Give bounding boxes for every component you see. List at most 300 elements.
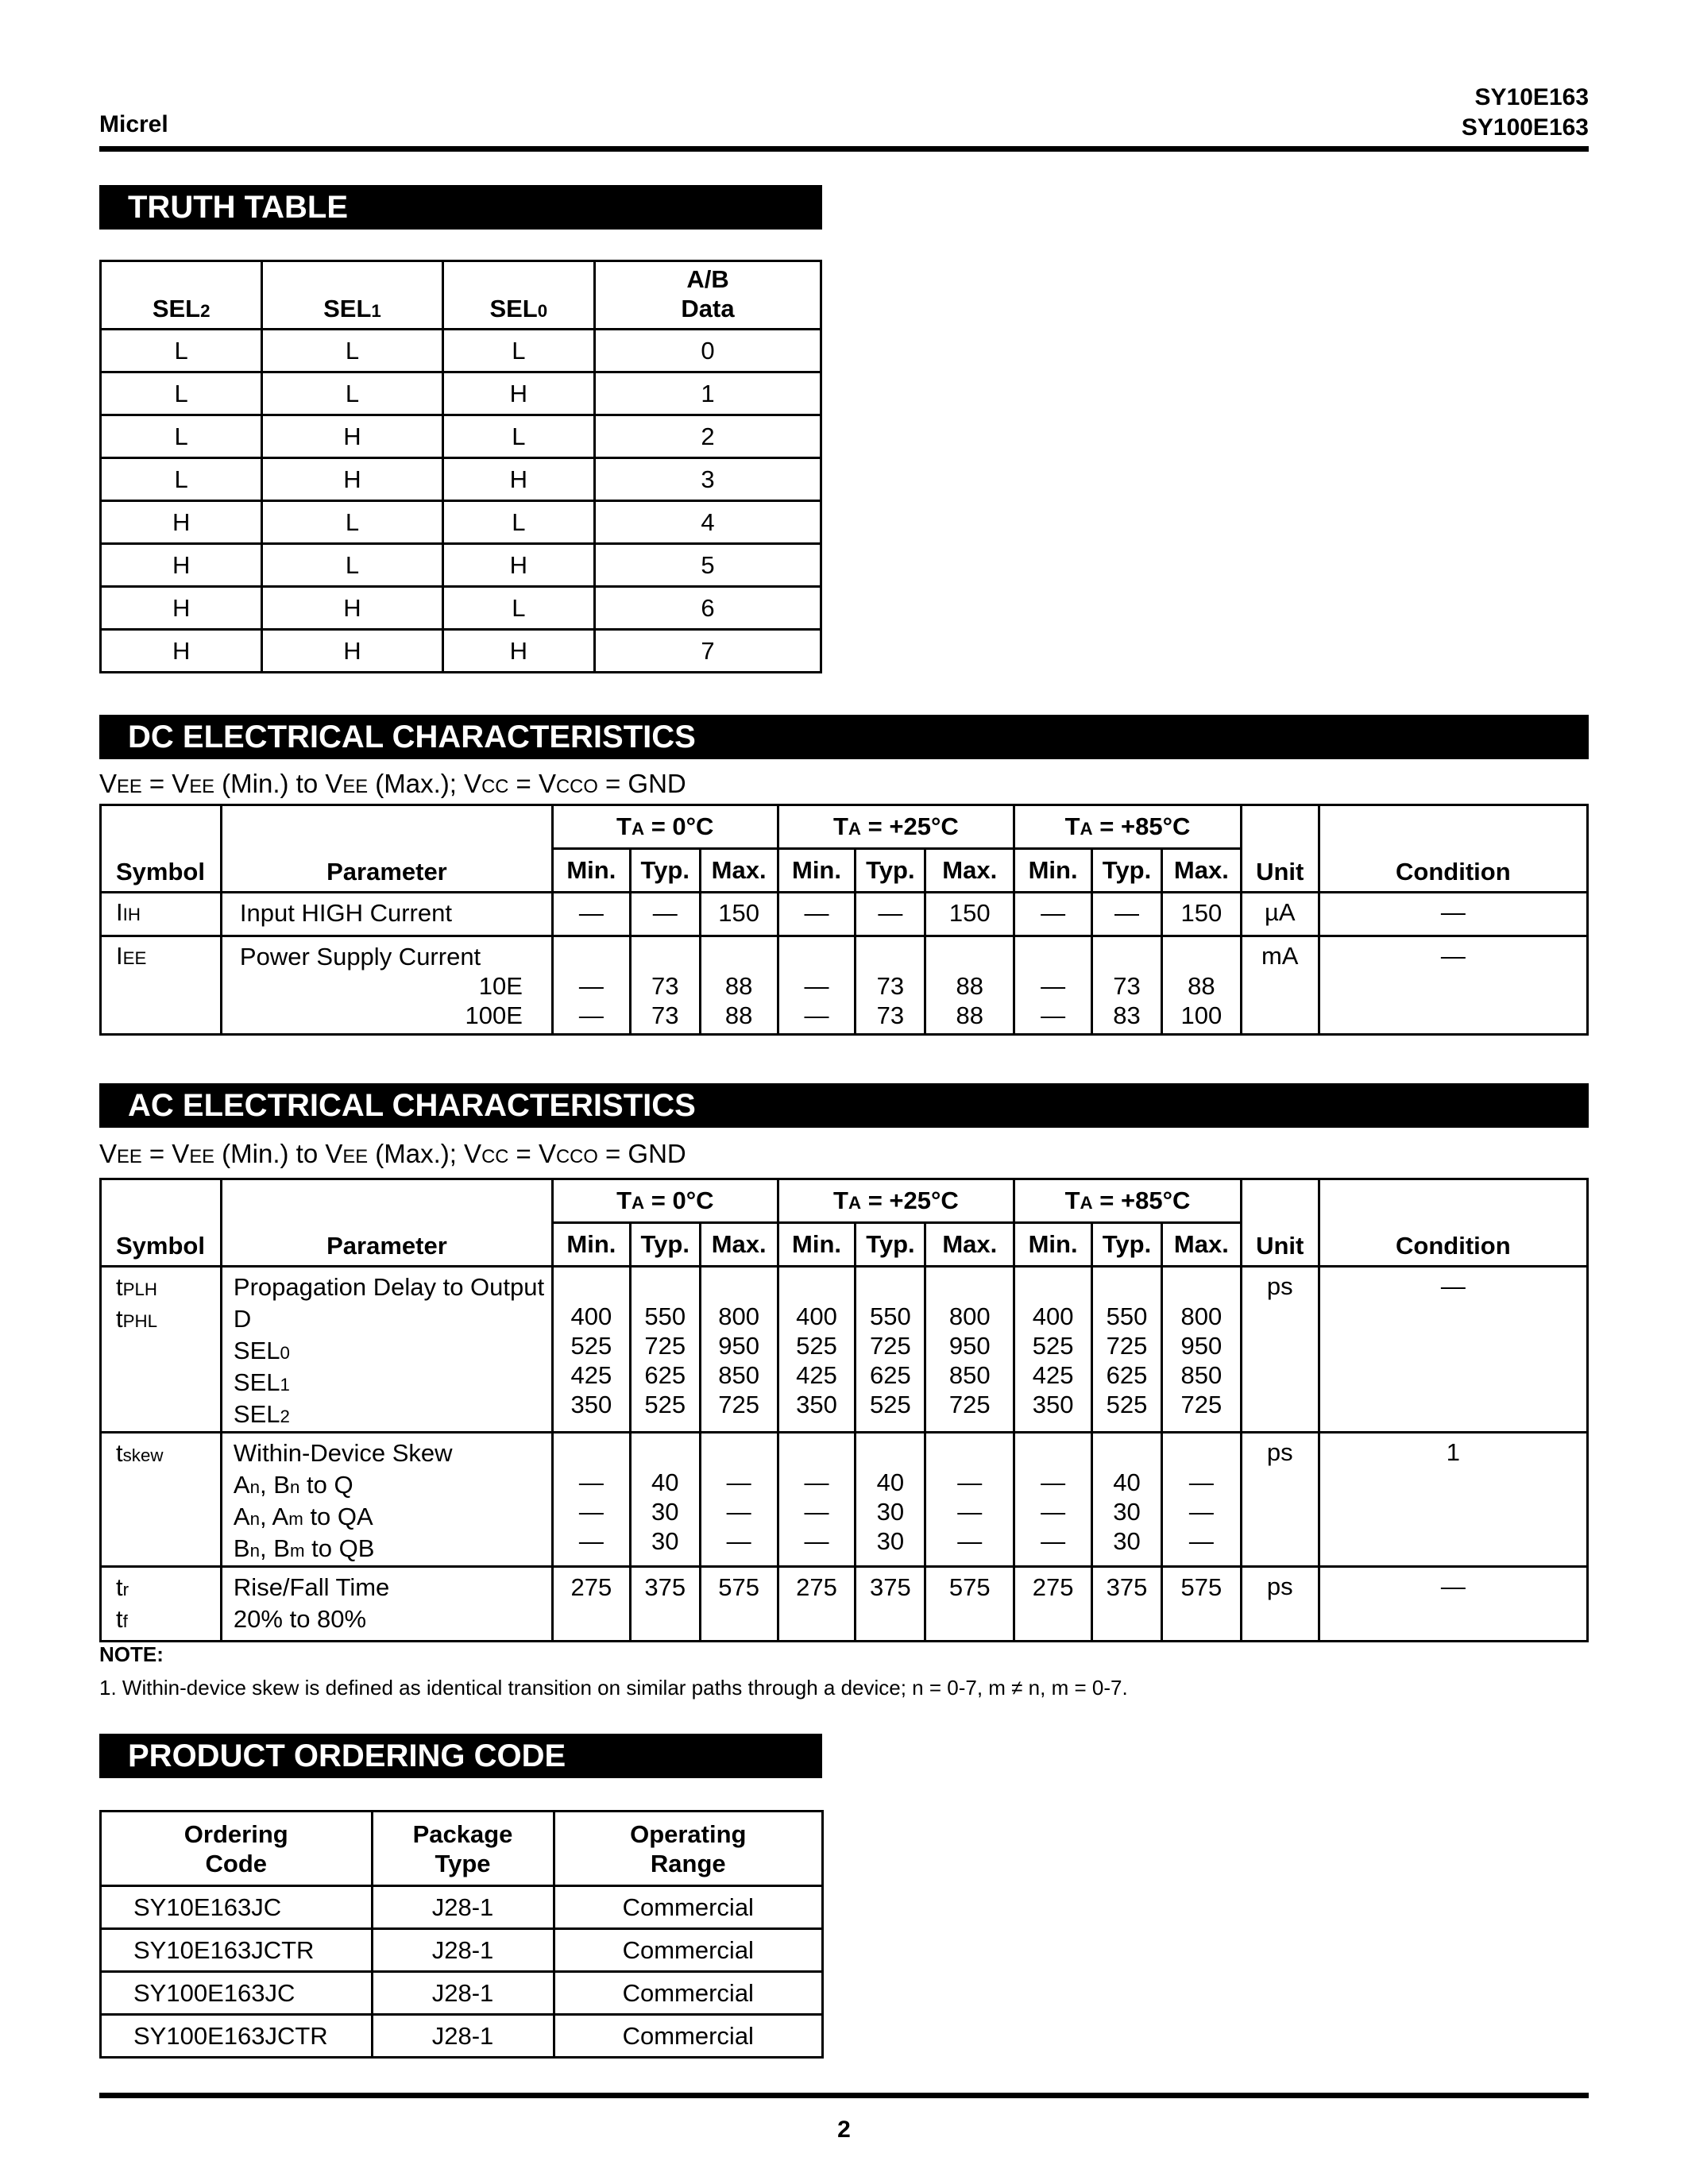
subscript: A [848,1193,862,1213]
value-line: — [1188,1468,1214,1496]
text: t [116,1305,123,1333]
truth-cell: L [442,501,594,544]
symbol-line [116,1438,220,1470]
text: = GND [597,769,686,798]
truth-row [101,587,821,630]
th-min: Min. [1014,1223,1092,1267]
value-line: 400 [796,1302,837,1330]
text: B [233,1534,250,1562]
text: , B [260,1534,290,1562]
text: Propagation Delay to Output [233,1273,545,1301]
value-line [779,1438,855,1468]
ac-value [778,1267,856,1433]
subscript: EE [117,1146,142,1167]
value-line: — [804,972,829,1000]
th-symbol: Symbol [101,1179,222,1267]
value-line: 30 [651,1527,679,1555]
header-rule [99,146,1589,152]
subscript: A [631,819,645,839]
value-line: 725 [1180,1391,1223,1418]
ac-value [1014,1433,1092,1567]
value-line: 40 [876,1468,905,1496]
th-max: Max. [1161,1223,1241,1267]
ac-unit: ps [1241,1567,1319,1642]
value-line: — [578,1001,604,1029]
value-line: 350 [796,1391,837,1418]
subscript: EE [342,1146,369,1167]
ac-row [101,1267,1588,1433]
dc-value [700,893,778,936]
th-temp-1 [778,1179,1014,1223]
value-line: 525 [1032,1332,1074,1360]
th-sel2: SEL2 [101,261,262,330]
text: D [233,1305,252,1333]
value-line: — [1041,1498,1066,1526]
dc-symbol [101,936,222,1035]
ac-value [552,1267,630,1433]
param-line [234,1572,551,1604]
th-ab-data: A/B Data [595,261,821,330]
package-type-cell: J28-1 [372,2015,554,2058]
th-max: Max. [925,849,1014,893]
text: T [833,1187,848,1214]
ac-value [700,1267,778,1433]
th-parameter: Parameter [221,805,552,893]
truth-cell: 3 [595,458,821,501]
value-line [1015,1272,1091,1302]
text: V [99,1139,118,1168]
value-line: 73 [651,1001,679,1029]
value-line: 30 [1113,1527,1141,1555]
value-line: 275 [796,1573,837,1601]
value-line: — [804,1001,829,1029]
ac-symbol [101,1567,222,1642]
value-line: — [652,899,678,927]
text: = +85°C [1092,812,1191,840]
ac-value [552,1567,630,1642]
ordering-row [101,1972,823,2015]
truth-table [99,260,822,673]
value-line: — [578,972,604,1000]
th-typ: Typ. [1092,849,1162,893]
truth-cell: L [262,372,442,415]
value-line [1093,942,1161,971]
truth-cell: H [442,458,594,501]
dc-row [101,936,1588,1035]
ordering-row [101,1929,823,1972]
package-type-cell: J28-1 [372,1972,554,2015]
truth-cell: H [262,630,442,673]
text: t [116,1605,123,1633]
value-line: 100 [1180,1001,1223,1029]
text: (Min.) to V [214,769,343,798]
ac-value [552,1433,630,1567]
ac-value [1092,1433,1162,1567]
subscript: CC [481,776,509,797]
part-numbers [1462,83,1589,143]
param-line [234,1534,551,1565]
part-number-10e: SY10E163 [1474,84,1589,110]
th-min: Min. [552,1223,630,1267]
th-parameter: Parameter [221,1179,552,1267]
value-line: 275 [570,1573,612,1601]
ac-value [1014,1267,1092,1433]
th-temp-0 [552,805,778,849]
ac-value [630,1567,700,1642]
part-number-100e: SY100E163 [1461,114,1589,141]
value-line: — [804,1498,829,1526]
ac-unit: ps [1241,1433,1319,1567]
truth-cell: 7 [595,630,821,673]
footer-rule [99,2093,1589,2098]
subscript: A [1080,1193,1093,1213]
value-line [701,1272,777,1302]
value-line: 88 [956,1001,983,1029]
dc-value [700,936,778,1035]
value-line [1015,942,1091,971]
ac-parameter [221,1267,552,1433]
th-typ: Typ. [856,849,925,893]
text: = GND [597,1139,686,1168]
symbol-line [116,1272,220,1304]
param-line: Power Supply Current [239,943,481,970]
subscript: 2 [280,1406,290,1426]
text: T [616,812,632,840]
value-line: 40 [651,1468,679,1496]
text: = V [508,1139,557,1168]
ac-value [856,1433,925,1567]
param-line: 100E [465,1001,523,1029]
dc-value [1092,936,1162,1035]
ac-condition: 1 [1319,1433,1587,1567]
value-line [701,1438,777,1468]
th-unit: Unit [1241,805,1319,893]
subscript: 0 [280,1343,290,1363]
value-line [632,1272,699,1302]
truth-row [101,330,821,372]
operating-range-cell: Commercial [554,1886,822,1929]
dc-value [552,893,630,936]
value-line: 625 [870,1361,911,1389]
truth-cell: L [442,587,594,630]
ac-value [1092,1567,1162,1642]
value-line: 88 [724,972,753,1000]
value-line: — [578,899,604,927]
value-line: — [1041,972,1066,1000]
value-line: 400 [570,1302,612,1330]
value-line: — [804,1468,829,1496]
dc-value [856,893,925,936]
ac-row [101,1567,1588,1642]
value-line: 400 [1032,1302,1074,1330]
dc-parameter [221,936,552,1035]
value-line: — [957,1468,983,1496]
value-line: 625 [644,1361,686,1389]
value-line: — [1041,1468,1066,1496]
dc-parameter [221,893,552,936]
text: Within-Device Skew [233,1439,453,1467]
value-line: 73 [651,972,679,1000]
text: Rise/Fall Time [233,1573,390,1601]
value-line [856,1438,924,1468]
value-line: 150 [948,899,991,927]
text: T [616,1187,632,1214]
truth-cell: H [442,630,594,673]
note-title: NOTE: [99,1642,164,1666]
subscript: PHL [122,1311,158,1331]
param-line [234,1604,551,1636]
value-line: 150 [1180,899,1223,927]
value-line [632,1438,699,1468]
value-line [1163,1438,1240,1468]
ac-condition: — [1319,1567,1587,1642]
text: = 0°C [644,812,714,840]
value-line: 40 [1113,1468,1141,1496]
text: SEL [233,1368,280,1396]
symbol-line [116,1572,220,1604]
value-line: 525 [570,1332,612,1360]
value-line: — [1114,899,1139,927]
value-line: — [578,1468,604,1496]
text: t [116,1273,123,1301]
truth-cell: 6 [595,587,821,630]
value-line: 850 [948,1361,991,1389]
value-line [926,1438,1013,1468]
ac-value [700,1433,778,1567]
param-line [234,1272,551,1304]
text: (Max.); V [368,1139,482,1168]
th-typ: Typ. [630,849,700,893]
truth-row [101,458,821,501]
truth-cell: L [262,330,442,372]
dc-value [925,893,1014,936]
truth-row [101,415,821,458]
symbol-line [116,1604,220,1636]
ac-value [630,1433,700,1567]
truth-cell: L [442,330,594,372]
value-line: — [1188,1527,1214,1555]
truth-cell: H [101,587,262,630]
dc-unit: mA [1241,936,1319,1035]
value-line [779,1272,855,1302]
value-line [554,1438,629,1468]
value-line: 375 [644,1573,686,1601]
ac-parameter [221,1433,552,1567]
subscript: n [249,1541,261,1561]
value-line: 83 [1113,1001,1141,1029]
text: , A [260,1503,289,1530]
dc-value [1014,936,1092,1035]
truth-cell: H [101,544,262,587]
operating-range-cell: Commercial [554,2015,822,2058]
truth-cell: L [262,501,442,544]
th-sel0: SEL0 [442,261,594,330]
ac-value [925,1267,1014,1433]
th-max: Max. [700,849,778,893]
value-line: 725 [1106,1332,1148,1360]
truth-cell: L [101,372,262,415]
ordering-row [101,2015,823,2058]
value-line: 550 [1106,1302,1148,1330]
truth-cell: L [101,458,262,501]
text: to QA [303,1503,373,1530]
value-line: 850 [718,1361,760,1389]
truth-cell: H [262,458,442,501]
page-number: 2 [837,2116,851,2143]
subscript: EE [342,776,369,797]
company-name: Micrel [99,111,168,137]
value-line: 725 [870,1332,911,1360]
truth-row [101,372,821,415]
truth-cell: 4 [595,501,821,544]
text: 20% to 80% [233,1605,367,1633]
th-typ: Typ. [630,1223,700,1267]
value-line [856,942,924,971]
text: (Min.) to V [214,1139,343,1168]
param-line [234,1502,551,1534]
dc-value [1161,936,1241,1035]
dc-value [1161,893,1241,936]
subscript: CCO [556,776,598,797]
truth-cell: H [101,501,262,544]
truth-cell: H [262,415,442,458]
text: , B [260,1471,290,1499]
ac-value [1161,1567,1241,1642]
param-line: 10E [478,972,523,1000]
text: SEL [233,1337,280,1364]
ac-value [1092,1267,1162,1433]
subscript: m [289,1541,305,1561]
th-max: Max. [700,1223,778,1267]
value-line: 30 [651,1498,679,1526]
th-max: Max. [1161,849,1241,893]
dc-condition: — [1319,893,1587,936]
value-line [632,942,699,971]
value-line: 30 [876,1527,905,1555]
th-package-type: Package Type [372,1812,554,1886]
value-line: 950 [1180,1332,1223,1360]
value-line: 275 [1032,1573,1074,1601]
subscript: A [1080,819,1093,839]
dc-value [1014,893,1092,936]
value-line: 150 [718,899,759,927]
text: A [233,1503,250,1530]
ordering-code-cell: SY10E163JCTR [101,1929,373,1972]
subscript: EE [189,1146,215,1167]
value-line: — [804,899,829,927]
th-max: Max. [925,1223,1014,1267]
th-condition: Condition [1319,805,1587,893]
text: t [116,1439,123,1467]
dc-symbol [101,893,222,936]
subscript: CC [481,1146,509,1167]
subscript: EE [122,948,147,968]
value-line: 575 [1180,1573,1223,1601]
value-line: 88 [956,972,983,1000]
value-line [1015,1438,1091,1468]
param-line [234,1438,551,1470]
value-line: 550 [644,1302,686,1330]
ordering-code-cell: SY10E163JC [101,1886,373,1929]
value-line: 425 [570,1361,612,1389]
text: A [233,1471,250,1499]
dc-value [778,936,856,1035]
value-line: 575 [718,1573,760,1601]
text: = +85°C [1092,1187,1191,1214]
ac-value [630,1267,700,1433]
value-line: 800 [718,1302,760,1330]
ac-title: AC ELECTRICAL CHARACTERISTICS [99,1083,1589,1128]
truth-cell: H [442,372,594,415]
param-line [234,1336,551,1368]
value-line: — [578,1527,604,1555]
truth-cell: 2 [595,415,821,458]
value-line: — [878,899,903,927]
dc-table [99,804,1589,1036]
dc-title: DC ELECTRICAL CHARACTERISTICS [99,715,1589,759]
value-line [1163,1272,1240,1302]
truth-cell: 0 [595,330,821,372]
param-line [234,1470,551,1502]
value-line [1093,1272,1161,1302]
dc-value [856,936,925,1035]
truth-cell: 5 [595,544,821,587]
th-ordering-code: Ordering Code [101,1812,373,1886]
value-line: 950 [948,1332,991,1360]
th-temp-1 [778,805,1014,849]
th-temp-2 [1014,805,1242,849]
value-line [1093,1438,1161,1468]
value-line: 550 [870,1302,911,1330]
truth-cell: H [262,587,442,630]
note-1: 1. Within-device skew is defined as identical transition on similar paths through a device; n = 0-7, m ≠ n, m = 0-7. [99,1676,1128,1700]
truth-row [101,544,821,587]
th-operating-range: Operating Range [554,1812,822,1886]
value-line: 88 [1188,972,1215,1000]
subscript: skew [122,1445,164,1465]
text: T [832,812,848,840]
text: = V [141,1139,190,1168]
truth-cell: L [262,544,442,587]
value-line: 725 [718,1391,760,1418]
value-line: — [957,1527,983,1555]
subscript: n [289,1477,300,1497]
value-line: — [726,1498,751,1526]
th-min: Min. [778,849,856,893]
truth-cell: L [101,415,262,458]
subscript: n [249,1509,261,1529]
value-line: 73 [1113,972,1141,1000]
dc-value [630,893,700,936]
dc-value [1092,893,1162,936]
value-line: 525 [870,1391,911,1418]
value-line: 73 [876,972,905,1000]
value-line: — [578,1498,604,1526]
th-min: Min. [552,849,630,893]
subscript: PLH [122,1279,158,1299]
dc-value [778,893,856,936]
value-line: 375 [1106,1573,1148,1601]
value-line: 800 [1180,1302,1223,1330]
value-line: 800 [948,1302,991,1330]
text: T [1064,812,1080,840]
ac-value [778,1433,856,1567]
ac-value [925,1433,1014,1567]
ac-value [1161,1267,1241,1433]
value-line: — [726,1527,751,1555]
subscript: A [632,1193,645,1213]
th-min: Min. [1014,849,1092,893]
